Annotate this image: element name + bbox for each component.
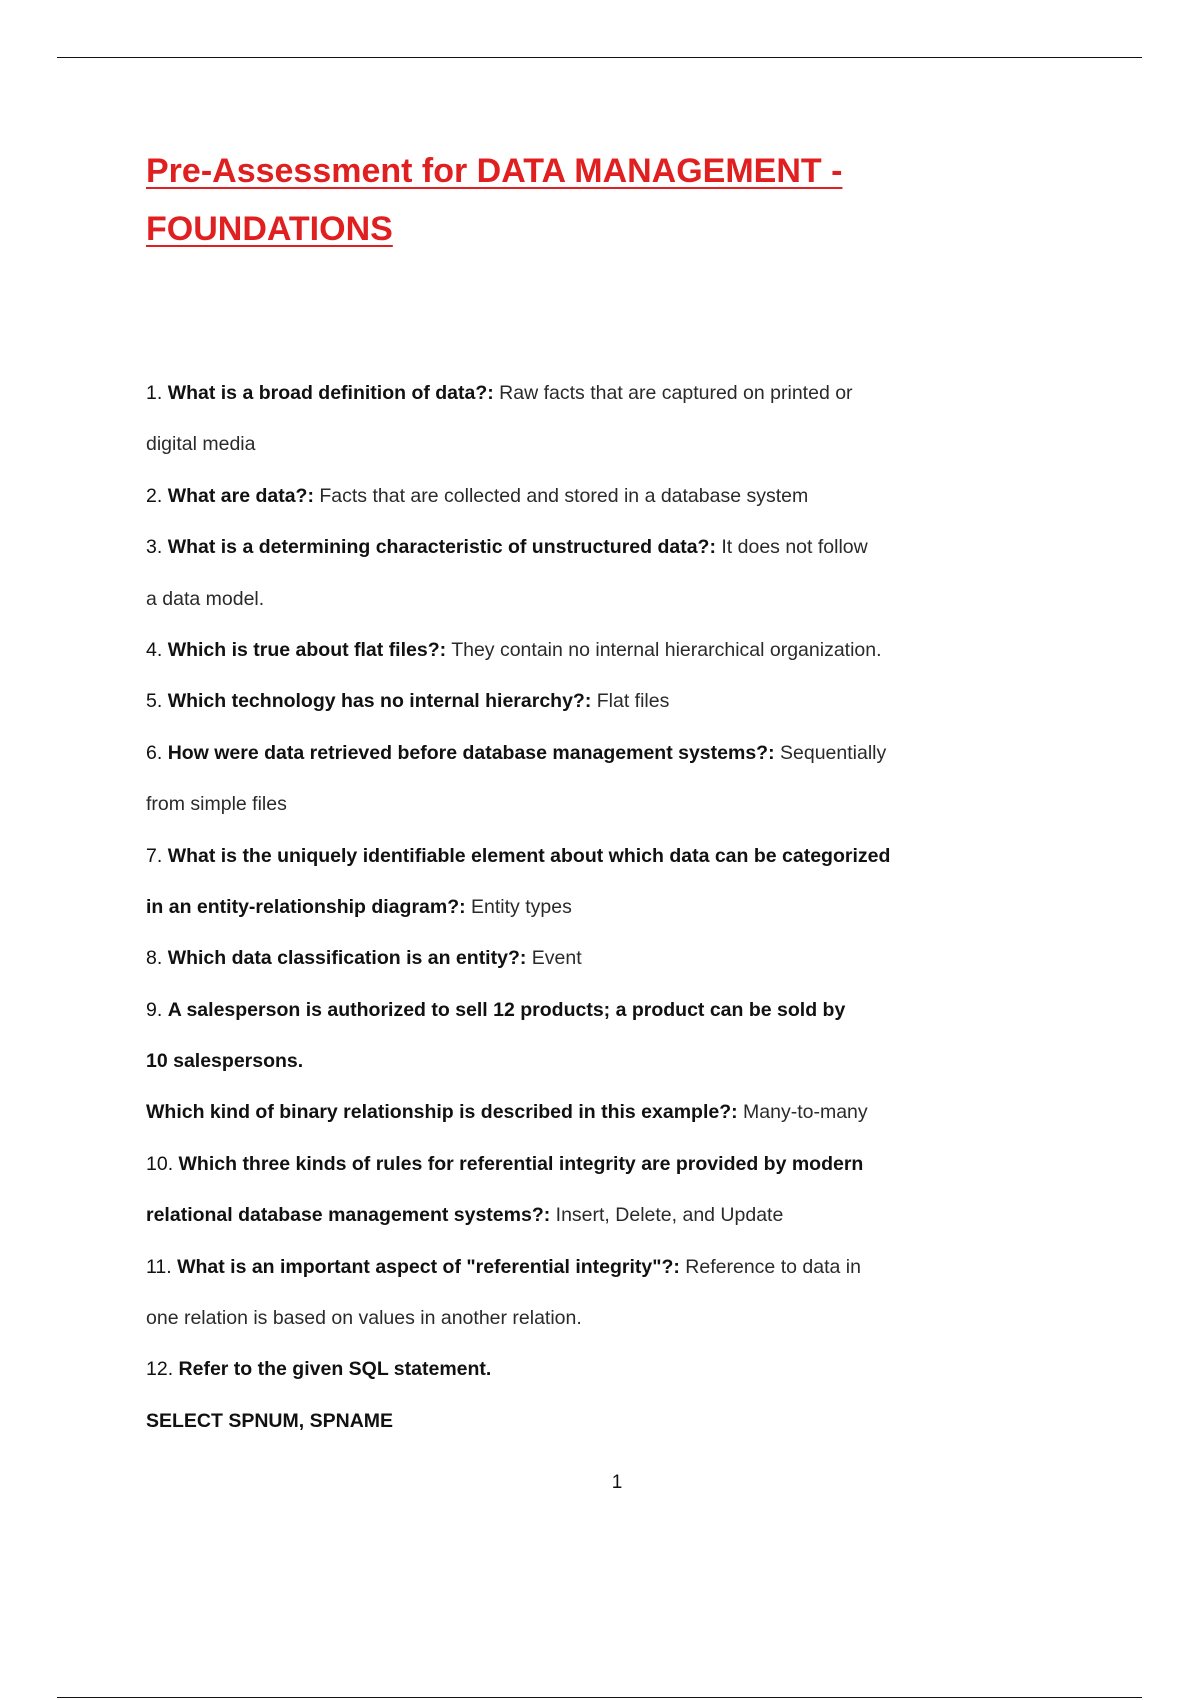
question-text: How were data retrieved before database management systems?: xyxy=(167,741,775,764)
question-text: 10 salespersons. xyxy=(146,1050,304,1073)
question-number: 10. xyxy=(146,1152,179,1175)
question-text: A salesperson is authorized to sell 12 products; a product can be sold by xyxy=(167,998,846,1021)
text-line xyxy=(146,522,946,573)
text-line xyxy=(146,1087,946,1138)
question-number: 1. xyxy=(146,382,168,404)
title-line-1: Pre-Assessment for DATA MANAGEMENT - xyxy=(146,152,843,190)
question-number: 12. xyxy=(146,1358,179,1381)
answer-text: Facts that are collected and stored in a database system xyxy=(313,484,809,507)
answer-text: Sequentially xyxy=(774,741,887,764)
text-line xyxy=(146,728,946,779)
question-number: 4. xyxy=(146,638,168,661)
answer-text: one relation is based on values in another relation. xyxy=(146,1307,582,1330)
text-line xyxy=(146,1036,946,1087)
question-text: What is a broad definition of data?: xyxy=(167,382,494,404)
text-line xyxy=(146,882,946,933)
answer-text: Raw facts that are captured on printed or xyxy=(493,382,853,404)
document-title xyxy=(146,142,966,258)
question-text: Refer to the given SQL statement. xyxy=(178,1358,492,1381)
answer-text: Entity types xyxy=(465,895,572,918)
text-line xyxy=(146,471,946,522)
text-line xyxy=(146,1293,946,1344)
answer-text: a data model. xyxy=(146,587,265,610)
answer-text: Event xyxy=(526,947,582,970)
top-page-rule xyxy=(57,57,1142,58)
question-text: What is an important aspect of "referential integrity"?: xyxy=(177,1255,680,1278)
text-line xyxy=(146,419,946,470)
bottom-page-rule xyxy=(57,1697,1142,1698)
question-text: Which three kinds of rules for referential integrity are provided by modern xyxy=(178,1152,864,1175)
question-text: What is a determining characteristic of unstructured data?: xyxy=(167,536,716,559)
text-line xyxy=(146,1396,946,1447)
text-line xyxy=(146,779,946,830)
question-number: 5. xyxy=(146,690,168,713)
text-line xyxy=(146,368,946,419)
page-number: 1 xyxy=(611,1472,623,1493)
answer-text: Many-to-many xyxy=(737,1101,868,1124)
text-line xyxy=(146,933,946,984)
text-line xyxy=(146,676,946,727)
title-line-2: FOUNDATIONS xyxy=(146,210,393,248)
text-line xyxy=(146,625,946,676)
answer-text: Flat files xyxy=(591,690,670,713)
answer-text: They contain no internal hierarchical organization. xyxy=(446,638,882,661)
text-line xyxy=(146,1190,946,1241)
text-line xyxy=(146,831,946,882)
text-line xyxy=(146,1139,946,1190)
question-text: What is the uniquely identifiable element about which data can be categorized xyxy=(167,844,891,867)
qa-content xyxy=(146,368,946,1447)
question-number: 7. xyxy=(146,844,168,867)
question-number: 2. xyxy=(146,484,168,507)
answer-text: It does not follow xyxy=(715,536,868,559)
question-text: What are data?: xyxy=(167,484,314,507)
question-text: Which data classification is an entity?: xyxy=(167,947,527,970)
question-text: in an entity-relationship diagram?: xyxy=(146,895,466,918)
question-number: 11. xyxy=(146,1255,178,1278)
question-text: Which technology has no internal hierarchy?: xyxy=(167,690,592,713)
question-text: relational database management systems?: xyxy=(146,1204,551,1227)
text-line xyxy=(146,1242,946,1293)
question-number: 9. xyxy=(146,998,168,1021)
answer-text: from simple files xyxy=(146,793,287,816)
answer-text: digital media xyxy=(146,433,256,456)
question-number: 6. xyxy=(146,741,168,764)
text-line xyxy=(146,1344,946,1395)
question-number: 8. xyxy=(146,947,168,970)
question-text: Which is true about flat files?: xyxy=(167,638,447,661)
question-text: SELECT SPNUM, SPNAME xyxy=(146,1409,394,1432)
question-number: 3. xyxy=(146,536,168,559)
text-line xyxy=(146,574,946,625)
answer-text: Insert, Delete, and Update xyxy=(550,1204,784,1227)
answer-text: Reference to data in xyxy=(679,1255,861,1278)
question-text: Which kind of binary relationship is described in this example?: xyxy=(146,1101,738,1124)
text-line xyxy=(146,985,946,1036)
